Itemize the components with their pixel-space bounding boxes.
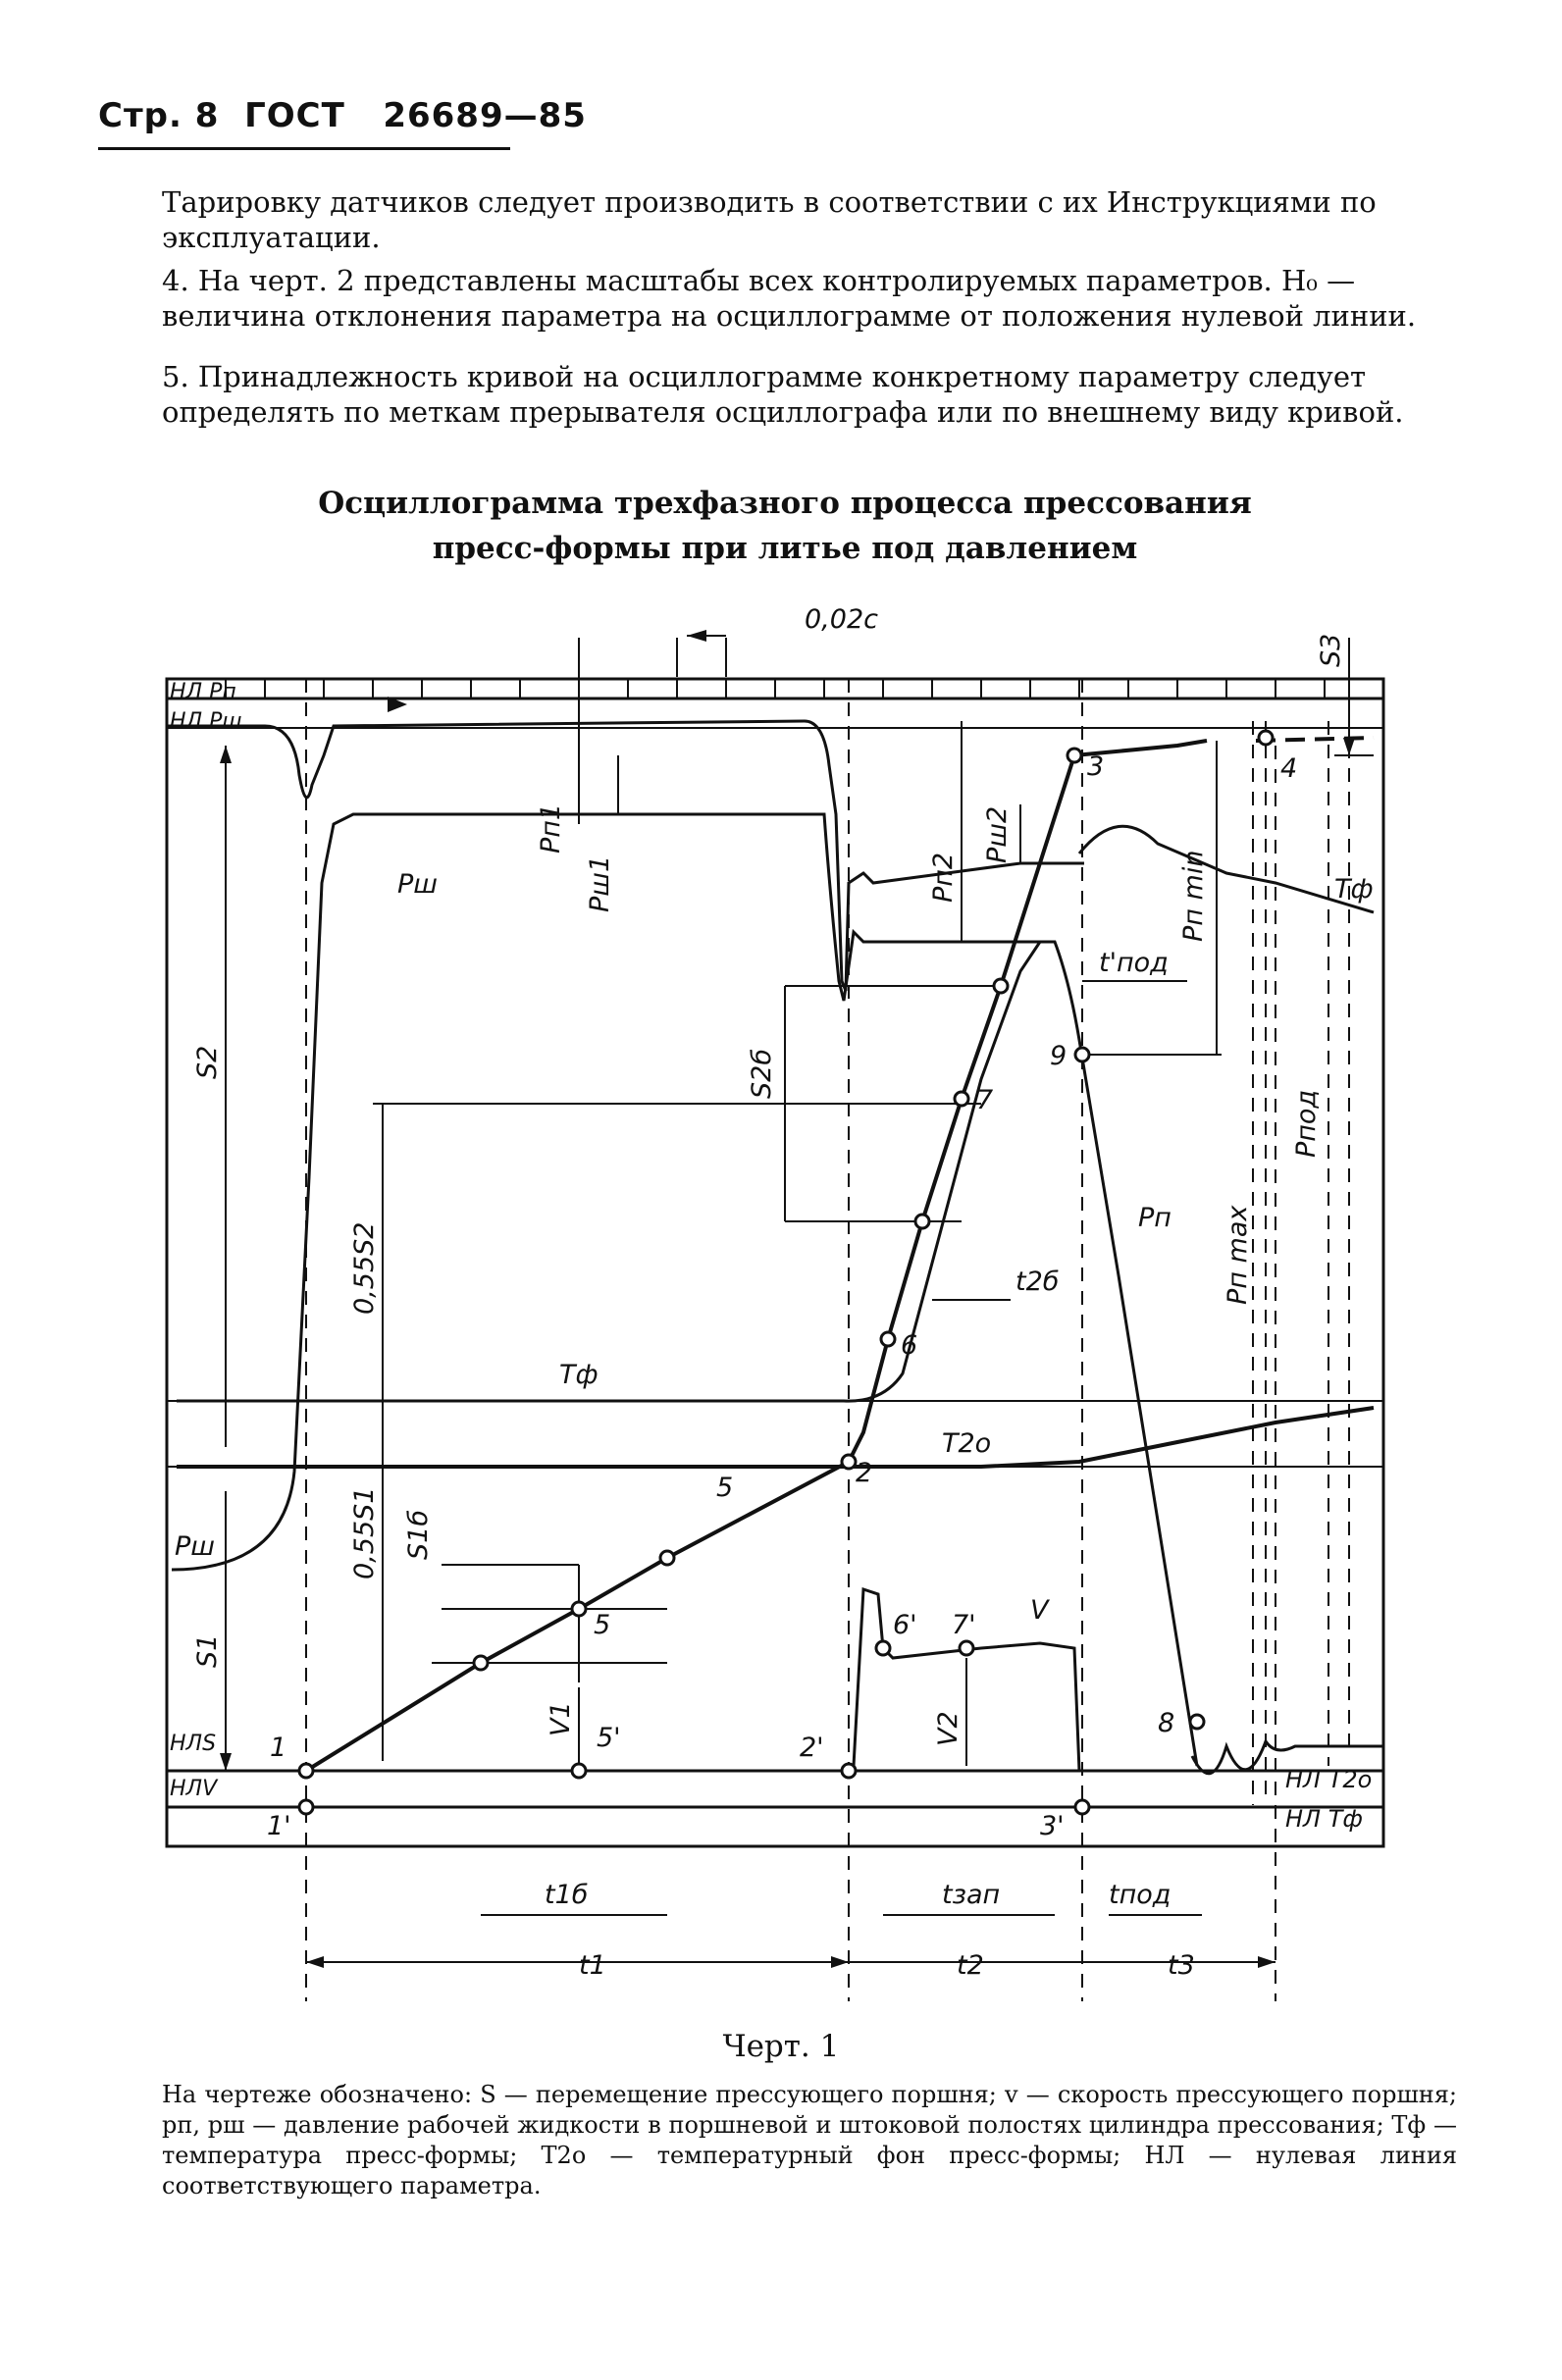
point-5p-label: 5' xyxy=(597,1723,621,1753)
t2-label: t2 xyxy=(957,1950,984,1981)
s055-1-label: 0,55S1 xyxy=(349,1486,380,1579)
nl-tf-label: НЛ Tф xyxy=(1285,1805,1363,1833)
point-7p-label: 7' xyxy=(952,1610,976,1640)
t1-label: t1 xyxy=(579,1950,606,1981)
psh-label: Pш xyxy=(397,869,438,900)
tf-label: Tф xyxy=(559,1360,599,1390)
s2-label: S2 xyxy=(192,1045,223,1079)
v1-label: V1 xyxy=(546,1701,576,1736)
point-5-label: 5 xyxy=(594,1610,611,1640)
paragraph-calibration: Тарировку датчиков следует производить в соответствии с их Инструкциями по эксплуатации. xyxy=(162,185,1377,254)
t-zap-label: tзап xyxy=(942,1880,1001,1910)
point-3-label: 3 xyxy=(1087,751,1105,782)
t2o-curve xyxy=(177,1408,1374,1467)
s-curve xyxy=(306,741,1207,1771)
page-number: Стр. 8 xyxy=(98,96,220,135)
s2b-label: S2б xyxy=(747,1049,777,1099)
p-pod-label: Pпод xyxy=(1291,1089,1322,1158)
nl-t2o-label: НЛ T2о xyxy=(1285,1766,1373,1793)
pp-label: Pп xyxy=(1138,1203,1172,1233)
curve-points xyxy=(299,731,1273,1814)
nl-v-label: НЛV xyxy=(170,1777,218,1801)
figure-caption: Черт. 1 xyxy=(722,2029,840,2064)
standard-number: 26689—85 xyxy=(383,96,587,135)
t3-label: t3 xyxy=(1168,1950,1195,1981)
time-ticks xyxy=(226,679,1325,698)
point-7-label: 7 xyxy=(976,1085,994,1115)
v-label: V xyxy=(1030,1595,1049,1626)
pp-max-label: Pп max xyxy=(1223,1205,1253,1305)
point-1p-label: 1' xyxy=(267,1811,291,1841)
s1b-label: S1б xyxy=(403,1510,434,1560)
t2o-label: T2о xyxy=(942,1428,992,1459)
pp2-label: Pп2 xyxy=(928,852,959,903)
psh2-label: Pш2 xyxy=(982,805,1013,863)
pp-min-label: Pп min xyxy=(1178,850,1209,942)
point-9-label: 9 xyxy=(1050,1041,1067,1071)
arrowheads xyxy=(220,630,1355,1968)
s1-label: S1 xyxy=(192,1633,223,1668)
figure-title-line2: пресс-формы при литье под давлением xyxy=(432,531,1138,566)
s3-label: S3 xyxy=(1316,633,1346,667)
point-4-label: 4 xyxy=(1280,753,1298,784)
point-6-label: 6 xyxy=(901,1330,918,1361)
time-mark-label: 0,02с xyxy=(805,604,878,635)
paragraph-5: 5. Принадлежность кривой на осциллограмме конкретному параметру следует определять по меткам прерывателя осциллографа или по внешнему виду кривой. xyxy=(162,360,1404,429)
v2-label: V2 xyxy=(933,1711,963,1746)
pp1-label: Pп1 xyxy=(536,802,566,854)
point-3p-label: 3' xyxy=(1040,1811,1065,1841)
figure-title-line1: Осциллограмма трехфазного процесса прессования xyxy=(318,486,1252,521)
point-2p-label: 2' xyxy=(800,1733,824,1763)
t2b-label: t2б xyxy=(1015,1267,1060,1297)
dimension-lines xyxy=(226,638,1374,1962)
t-pod-label: tпод xyxy=(1109,1880,1172,1910)
t1b-label: t1б xyxy=(545,1880,589,1910)
point-8-label: 8 xyxy=(1158,1708,1175,1738)
s055-2-label: 0,55S2 xyxy=(349,1221,380,1315)
point-5-upper-label: 5 xyxy=(716,1473,734,1503)
tf-right-label: Tф xyxy=(1334,874,1374,905)
paragraph-4: 4. На черт. 2 представлены масштабы всех контролируемых параметров. H₀ — величина отклонения параметра на осциллограмме от положения нулевой линии. xyxy=(162,264,1417,333)
nl-psh-label: НЛ Pш xyxy=(170,709,242,734)
point-1-label: 1 xyxy=(270,1733,287,1763)
standard-label: ГОСТ xyxy=(244,96,345,135)
nl-pp-label: НЛ Pп xyxy=(170,680,236,704)
t-pod-prime-label: t'под xyxy=(1099,948,1169,978)
point-6p-label: 6' xyxy=(893,1610,917,1640)
figure-legend: На чертеже обозначено: S — перемещение прессующего поршня; v — скорость прессующего поршня; pп, pш — давление рабочей жидкости в поршневой и штоковой полостях цилиндра прессования; Tф — температура пресс-формы; T2о — температурный фон пресс-формы; НЛ — нулевая линия соответствующего параметра. xyxy=(162,2081,1457,2199)
psh1-label: Pш1 xyxy=(585,854,615,912)
point-2-label: 2 xyxy=(856,1458,873,1488)
psh-left-label: Pш xyxy=(175,1531,215,1562)
nl-s-label: НЛS xyxy=(170,1732,217,1756)
